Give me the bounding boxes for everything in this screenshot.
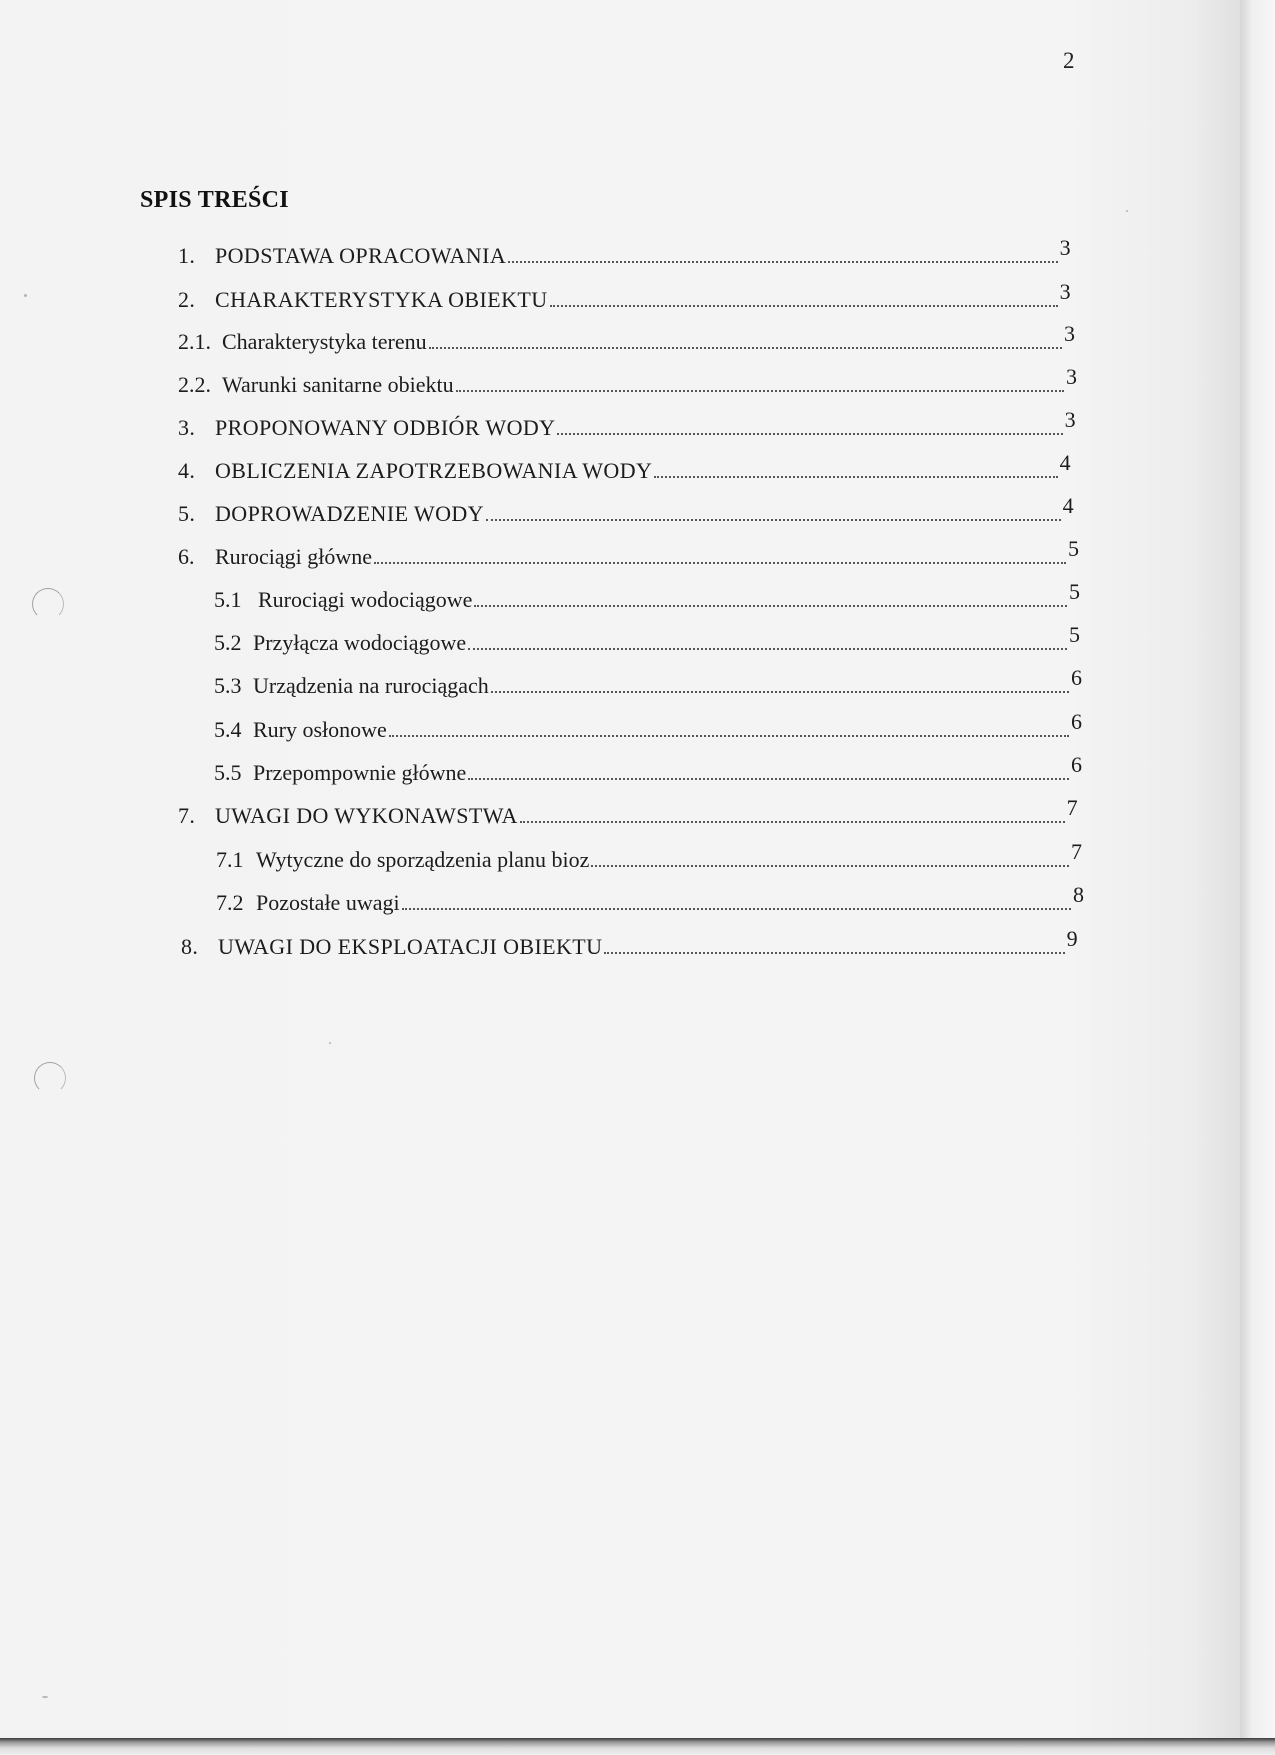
toc-entry-page: 3 [1066,364,1077,389]
toc-entry-page: 4 [1059,450,1071,475]
toc-entry-page: 4 [1062,493,1074,518]
toc-entry-page: 9 [1066,926,1078,951]
toc-entry-title: PROPONOWANY ODBIÓR WODY [215,415,556,440]
toc-entry-title: Wytyczne do sporządzenia planu bioz [256,847,590,872]
punch-hole-mark [34,1062,66,1094]
toc-entry-number: 2. [178,287,196,312]
toc-entry-page: 7 [1066,795,1078,820]
dot-leader [654,475,1057,478]
toc-entry-page: 3 [1064,407,1076,432]
toc-entry [178,795,1078,830]
toc-entry-title: Przepompownie główne [253,760,467,785]
toc-entry-title: Rurociągi główne [215,544,373,569]
scan-right-edge [1240,0,1275,1755]
toc-entry-number: 7.2 [216,890,244,915]
toc-entry [214,622,1080,657]
toc-entry-number: 5.3 [214,673,242,698]
toc-entry-number: 5. [178,501,196,526]
toc-entry [216,882,1084,917]
toc-entry [216,839,1082,874]
dot-leader [550,304,1058,307]
scan-speck [1126,210,1128,212]
toc-entry-number: 4. [178,458,196,483]
dot-leader [486,518,1061,521]
toc-entry-number: 7. [178,803,196,828]
scan-speck [42,1696,48,1698]
toc-title: SPIS TREŚCI [140,187,289,213]
toc-entry-page: 5 [1069,579,1080,604]
toc-entry [178,536,1079,571]
dot-leader [557,432,1062,435]
dot-leader [429,346,1062,349]
toc-entry-number: 1. [178,243,196,268]
scan-speck [24,294,27,297]
dot-leader [508,260,1057,263]
toc-entry [178,364,1077,399]
toc-entry-page: 8 [1073,882,1084,907]
scan-speck [329,1042,331,1044]
toc-entry-title: Urządzenia na rurociągach [253,673,489,698]
toc-entry-title: UWAGI DO EKSPLOATACJI OBIEKTU [218,934,603,959]
toc-entry-number: 8. [181,934,199,959]
toc-entry-number: 3. [178,415,196,440]
toc-entry-title: CHARAKTERYSTYKA OBIEKTU [215,287,548,312]
dot-leader [591,864,1069,867]
toc-entry-number: 5.2 [214,630,242,655]
toc-entry [214,665,1082,700]
dot-leader [456,389,1064,392]
toc-entry-number: 2.1. [178,329,211,354]
scan-bottom-edge [0,1738,1275,1755]
toc-entry-page: 3 [1064,321,1075,346]
dot-leader [468,647,1067,650]
toc-entry [214,579,1080,614]
toc-entry-number: 7.1 [216,847,244,872]
toc-entry-page: 3 [1059,279,1071,304]
toc-entry-title: Pozostałe uwagi [256,890,400,915]
dot-leader [374,561,1066,564]
punch-hole-mark [32,588,64,620]
toc-entry [214,752,1082,787]
dot-leader [468,777,1069,780]
toc-entry-title: PODSTAWA OPRACOWANIA [215,243,507,268]
toc-entry-page: 5 [1069,622,1080,647]
dot-leader [389,734,1069,737]
toc-entry-title: Warunki sanitarne obiektu [222,372,454,397]
toc-entry-title: Charakterystyka terenu [222,329,427,354]
toc-entry [178,321,1075,356]
toc-entry-number: 5.4 [214,717,242,742]
toc-entry [214,709,1082,744]
dot-leader [402,907,1071,910]
dot-leader [604,951,1064,954]
toc-entry-number: 5.5 [214,760,242,785]
toc-entry-page: 6 [1071,665,1082,690]
toc-entry-number: 6. [178,544,195,569]
toc-entry [178,407,1076,442]
toc-entry-title: OBLICZENIA ZAPOTRZEBOWANIA WODY [215,458,653,483]
dot-leader [474,604,1067,607]
toc-entry-page: 6 [1071,709,1082,734]
toc-entry [178,235,1071,270]
toc-entry-page: 3 [1059,235,1071,260]
toc-entry [178,279,1071,314]
toc-entry-page: 6 [1071,752,1082,777]
toc-entry [178,493,1074,528]
toc-entry-page: 7 [1071,839,1082,864]
page-number: 2 [1063,48,1075,73]
toc-entry [181,926,1078,961]
dot-leader [491,690,1069,693]
toc-entry-title: Rurociągi wodociągowe [258,587,473,612]
toc-entry-title: Rury osłonowe [253,717,387,742]
toc-entry-number: 2.2. [178,372,211,397]
toc-entry-title: Przyłącza wodociągowe [253,630,467,655]
dot-leader [520,820,1065,823]
toc-entry-page: 5 [1068,536,1079,561]
toc-entry-title: UWAGI DO WYKONAWSTWA [215,803,518,828]
toc-entry-title: DOPROWADZENIE WODY [215,501,484,526]
toc-entry [178,450,1071,485]
toc-entry-number: 5.1 [214,587,242,612]
